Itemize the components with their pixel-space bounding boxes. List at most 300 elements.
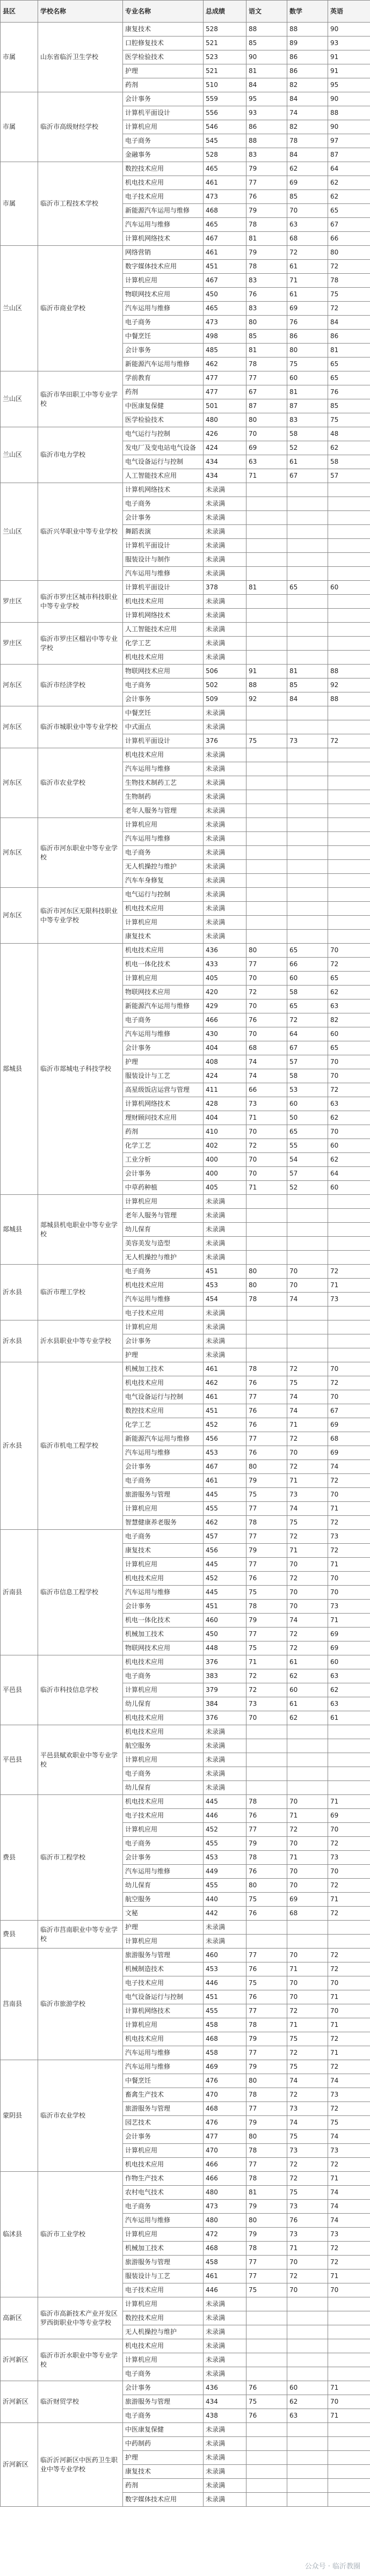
- english-cell: 73: [328, 1600, 370, 1614]
- english-cell: [328, 832, 370, 846]
- major-cell: 人工智能技术应用: [123, 623, 204, 637]
- english-cell: 64: [328, 162, 370, 176]
- english-cell: 69: [328, 1641, 370, 1655]
- major-cell: 中医康复保健: [123, 2423, 204, 2437]
- chinese-cell: 80: [246, 2074, 287, 2088]
- chinese-cell: 79: [246, 1474, 287, 1488]
- total-cell: 未录满: [204, 609, 246, 623]
- major-cell: 无人机操控与维护: [123, 860, 204, 874]
- math-cell: [287, 818, 328, 832]
- math-cell: 72: [287, 2172, 328, 2186]
- total-cell: 473: [204, 2200, 246, 2214]
- english-cell: 72: [328, 1907, 370, 1921]
- english-cell: [328, 2451, 370, 2465]
- major-cell: 机电一体化技术: [123, 1614, 204, 1628]
- major-cell: 网络营销: [123, 246, 204, 260]
- total-cell: 455: [204, 1879, 246, 1893]
- major-cell: 幼儿保育: [123, 1879, 204, 1893]
- english-cell: [328, 2297, 370, 2311]
- english-cell: 72: [328, 260, 370, 274]
- table-row: [1, 371, 370, 385]
- english-cell: 65: [328, 357, 370, 371]
- chinese-cell: 78: [246, 2144, 287, 2158]
- total-cell: 462: [204, 357, 246, 371]
- chinese-cell: [246, 874, 287, 888]
- english-cell: [328, 818, 370, 832]
- major-cell: 服装设计与工艺: [123, 1069, 204, 1083]
- chinese-cell: 81: [246, 344, 287, 357]
- total-cell: 510: [204, 78, 246, 92]
- math-cell: [287, 1251, 328, 1265]
- math-cell: 70: [287, 1990, 328, 2004]
- english-cell: 86: [328, 330, 370, 344]
- major-cell: 无人机操控与维护: [123, 2325, 204, 2339]
- english-cell: 62: [328, 176, 370, 190]
- school-cell: 山东省临沂卫生学校: [38, 23, 123, 92]
- chinese-cell: 77: [246, 2256, 287, 2269]
- english-cell: [328, 2479, 370, 2493]
- chinese-cell: 78: [246, 1600, 287, 1614]
- region-cell: 河东区: [1, 818, 38, 888]
- major-cell: 机电技术应用: [123, 1711, 204, 1725]
- total-cell: 445: [204, 1586, 246, 1600]
- total-cell: 456: [204, 1544, 246, 1558]
- major-cell: 口腔修复技术: [123, 37, 204, 50]
- major-cell: 计算机网络技术: [123, 1097, 204, 1111]
- english-cell: 85: [328, 399, 370, 413]
- major-cell: 医学检验技术: [123, 50, 204, 64]
- total-cell: 461: [204, 1362, 246, 1376]
- chinese-cell: [246, 483, 287, 497]
- math-cell: [287, 1767, 328, 1781]
- math-cell: 70: [287, 1600, 328, 1614]
- total-cell: 451: [204, 1600, 246, 1614]
- english-cell: 70: [328, 1586, 370, 1600]
- total-cell: 468: [204, 2242, 246, 2256]
- english-cell: 60: [328, 581, 370, 595]
- major-cell: 会计事务: [123, 692, 204, 706]
- english-cell: 69: [328, 1446, 370, 1460]
- major-cell: 机电技术应用: [123, 1376, 204, 1390]
- chinese-cell: [246, 1739, 287, 1753]
- english-cell: 73: [328, 1293, 370, 1307]
- math-cell: 61: [287, 260, 328, 274]
- math-cell: 72: [287, 1628, 328, 1641]
- chinese-cell: 79: [246, 2060, 287, 2074]
- region-cell: 河东区: [1, 748, 38, 818]
- total-cell: 446: [204, 1976, 246, 1990]
- total-cell: 未录满: [204, 1237, 246, 1251]
- english-cell: 74: [328, 2186, 370, 2200]
- chinese-cell: 78: [246, 2242, 287, 2256]
- school-cell: 临沂市科技信息学校: [38, 1655, 123, 1725]
- region-cell: 沂河新区: [1, 2339, 38, 2381]
- total-cell: 384: [204, 1697, 246, 1711]
- major-cell: 机械加工技术: [123, 2242, 204, 2256]
- total-cell: 376: [204, 734, 246, 748]
- math-cell: 62: [287, 162, 328, 176]
- major-cell: 汽车运用与维修: [123, 2214, 204, 2228]
- english-cell: [328, 2325, 370, 2339]
- major-cell: 电子商务: [123, 316, 204, 330]
- chinese-cell: 72: [246, 986, 287, 999]
- english-cell: 71: [328, 1558, 370, 1572]
- english-cell: 72: [328, 1474, 370, 1488]
- total-cell: 477: [204, 2130, 246, 2144]
- math-cell: 83: [287, 413, 328, 427]
- region-cell: 罗庄区: [1, 623, 38, 665]
- chinese-cell: 71: [246, 1655, 287, 1669]
- school-cell: 郯城县机电职业中等专业学校: [38, 1195, 123, 1265]
- table-row: [1, 888, 370, 902]
- major-cell: 汽车运用与维修: [123, 218, 204, 232]
- major-cell: 学前教育: [123, 371, 204, 385]
- chinese-cell: 81: [246, 64, 287, 78]
- math-cell: [287, 2423, 328, 2437]
- english-cell: 91: [328, 64, 370, 78]
- school-cell: 临沂市城职业中等专业学校: [38, 706, 123, 748]
- total-cell: 未录满: [204, 2423, 246, 2437]
- major-cell: 电子技术应用: [123, 190, 204, 204]
- math-cell: [287, 511, 328, 525]
- math-cell: 62: [287, 2395, 328, 2409]
- english-cell: 69: [328, 1418, 370, 1432]
- english-cell: 75: [328, 2116, 370, 2130]
- chinese-cell: 72: [246, 1139, 287, 1153]
- english-cell: 72: [328, 2102, 370, 2116]
- table-row: [1, 2423, 370, 2437]
- major-cell: 服装设计与制作: [123, 553, 204, 567]
- major-cell: 机电技术应用: [123, 595, 204, 609]
- school-cell: 临沂市河东职业中等专业学校: [38, 818, 123, 888]
- table-row: [1, 92, 370, 106]
- table-row: [1, 2297, 370, 2311]
- english-cell: [328, 874, 370, 888]
- english-cell: [328, 2437, 370, 2451]
- chinese-cell: 77: [246, 1530, 287, 1544]
- major-cell: 电子商务: [123, 1669, 204, 1683]
- total-cell: 434: [204, 469, 246, 483]
- total-cell: 523: [204, 50, 246, 64]
- region-cell: 郯城县: [1, 944, 38, 1195]
- english-cell: 71: [328, 1279, 370, 1293]
- chinese-cell: 83: [246, 302, 287, 316]
- region-cell: 沂河新区: [1, 2423, 38, 2507]
- chinese-cell: [246, 790, 287, 804]
- english-cell: 97: [328, 134, 370, 148]
- math-cell: 74: [287, 1390, 328, 1404]
- math-cell: [287, 832, 328, 846]
- total-cell: 434: [204, 455, 246, 469]
- english-cell: [328, 1935, 370, 1949]
- chinese-cell: 88: [246, 134, 287, 148]
- chinese-cell: [246, 2311, 287, 2325]
- chinese-cell: [246, 1781, 287, 1795]
- math-cell: [287, 790, 328, 804]
- total-cell: 未录满: [204, 1921, 246, 1935]
- english-cell: 70: [328, 1125, 370, 1139]
- math-cell: 71: [287, 2018, 328, 2032]
- math-cell: [287, 846, 328, 860]
- english-cell: [328, 1781, 370, 1795]
- chinese-cell: [246, 1725, 287, 1739]
- major-cell: 机电技术应用: [123, 1725, 204, 1739]
- english-cell: [328, 609, 370, 623]
- major-cell: 会计事务: [123, 2381, 204, 2395]
- english-cell: [328, 720, 370, 734]
- math-cell: [287, 497, 328, 511]
- math-cell: 71: [287, 1962, 328, 1976]
- major-cell: 中式面点: [123, 720, 204, 734]
- school-cell: 临沂财贸学校: [38, 2381, 123, 2423]
- english-cell: [328, 525, 370, 539]
- major-cell: 舞蹈表演: [123, 525, 204, 539]
- english-cell: 72: [328, 1516, 370, 1530]
- chinese-cell: 74: [246, 1055, 287, 1069]
- chinese-cell: 77: [246, 2046, 287, 2060]
- chinese-cell: [246, 2367, 287, 2381]
- major-cell: 电子商务: [123, 2409, 204, 2423]
- math-cell: 72: [287, 1572, 328, 1586]
- english-cell: 65: [328, 204, 370, 218]
- school-cell: 临沂市机电工程学校: [38, 1362, 123, 1530]
- major-cell: 汽车运用与维修: [123, 762, 204, 776]
- english-cell: 66: [328, 232, 370, 246]
- chinese-cell: 84: [246, 78, 287, 92]
- english-cell: 70: [328, 1362, 370, 1376]
- math-cell: [287, 1781, 328, 1795]
- school-cell: 临沂沂河新区中医药卫生职业中等专业学校: [38, 2423, 123, 2507]
- math-cell: 84: [287, 92, 328, 106]
- english-cell: 92: [328, 678, 370, 692]
- math-cell: [287, 2367, 328, 2381]
- english-cell: 64: [328, 1167, 370, 1181]
- english-cell: 65: [328, 1041, 370, 1055]
- math-cell: 75: [287, 2130, 328, 2144]
- major-cell: 计算机平面设计: [123, 734, 204, 748]
- math-cell: [287, 553, 328, 567]
- major-cell: 计算机应用: [123, 916, 204, 930]
- math-cell: 55: [287, 1139, 328, 1153]
- major-cell: 计算机应用: [123, 818, 204, 832]
- english-cell: 71: [328, 1990, 370, 2004]
- total-cell: 未录满: [204, 1251, 246, 1265]
- english-cell: 72: [328, 1544, 370, 1558]
- math-cell: [287, 762, 328, 776]
- chinese-cell: [246, 762, 287, 776]
- english-cell: 70: [328, 1865, 370, 1879]
- math-cell: 73: [287, 2144, 328, 2158]
- total-cell: 未录满: [204, 1209, 246, 1223]
- total-cell: 383: [204, 1669, 246, 1683]
- math-cell: 72: [287, 1641, 328, 1655]
- english-cell: 65: [328, 371, 370, 385]
- region-cell: 郯城县: [1, 1195, 38, 1265]
- total-cell: 521: [204, 37, 246, 50]
- chinese-cell: [246, 1753, 287, 1767]
- chinese-cell: [246, 595, 287, 609]
- total-cell: 466: [204, 2172, 246, 2186]
- region-cell: 费县: [1, 1921, 38, 1949]
- math-cell: [287, 2353, 328, 2367]
- english-cell: 71: [328, 1893, 370, 1907]
- total-cell: 未录满: [204, 483, 246, 497]
- english-cell: [328, 706, 370, 720]
- total-cell: 未录满: [204, 818, 246, 832]
- major-cell: 化学工艺: [123, 1418, 204, 1432]
- total-cell: 未录满: [204, 1195, 246, 1209]
- math-cell: [287, 539, 328, 553]
- total-cell: 470: [204, 2088, 246, 2102]
- math-cell: [287, 1237, 328, 1251]
- math-cell: 75: [287, 2186, 328, 2200]
- total-cell: 451: [204, 1404, 246, 1418]
- chinese-cell: 76: [246, 190, 287, 204]
- english-cell: 67: [328, 218, 370, 232]
- english-cell: 70: [328, 1390, 370, 1404]
- table-row: [1, 2339, 370, 2353]
- major-cell: 航空服务: [123, 1739, 204, 1753]
- major-cell: 康复技术: [123, 930, 204, 944]
- math-cell: [287, 2325, 328, 2339]
- english-cell: 74: [328, 2130, 370, 2144]
- total-cell: 未录满: [204, 1767, 246, 1781]
- chinese-cell: 76: [246, 2409, 287, 2423]
- total-cell: 454: [204, 1293, 246, 1307]
- table-row: [1, 427, 370, 441]
- math-cell: 75: [287, 2032, 328, 2046]
- chinese-cell: 78: [246, 2018, 287, 2032]
- chinese-cell: 80: [246, 1265, 287, 1279]
- math-cell: 84: [287, 148, 328, 162]
- major-cell: 机电技术应用: [123, 1572, 204, 1586]
- math-cell: 65: [287, 944, 328, 958]
- major-cell: 农村电气技术: [123, 2186, 204, 2200]
- chinese-cell: [246, 497, 287, 511]
- math-cell: 81: [287, 385, 328, 399]
- total-cell: 未录满: [204, 567, 246, 581]
- chinese-cell: 80: [246, 413, 287, 427]
- math-cell: [287, 2465, 328, 2479]
- major-cell: 药剂: [123, 78, 204, 92]
- math-cell: [287, 1320, 328, 1334]
- math-cell: 65: [287, 581, 328, 595]
- chinese-cell: [246, 1307, 287, 1320]
- major-cell: 新能源汽车运用与维修: [123, 204, 204, 218]
- math-cell: 61: [287, 288, 328, 302]
- major-cell: 会计事务: [123, 1460, 204, 1474]
- major-cell: 汽车运用与维修: [123, 567, 204, 581]
- chinese-cell: 71: [246, 1181, 287, 1195]
- chinese-cell: 68: [246, 1041, 287, 1055]
- total-cell: 未录满: [204, 790, 246, 804]
- math-cell: 75: [287, 1376, 328, 1390]
- total-cell: 466: [204, 1013, 246, 1027]
- total-cell: 473: [204, 190, 246, 204]
- total-cell: 未录满: [204, 776, 246, 790]
- chinese-cell: [246, 1921, 287, 1935]
- table-body: [1, 23, 370, 2507]
- chinese-cell: [246, 511, 287, 525]
- math-cell: 84: [287, 692, 328, 706]
- english-cell: [328, 553, 370, 567]
- region-cell: 临沭县: [1, 2172, 38, 2297]
- chinese-cell: 77: [246, 1949, 287, 1962]
- chinese-cell: 76: [246, 1376, 287, 1390]
- english-cell: 62: [328, 1111, 370, 1125]
- english-cell: 95: [328, 78, 370, 92]
- english-cell: [328, 916, 370, 930]
- major-cell: 数控技术应用: [123, 2311, 204, 2325]
- math-cell: 70: [287, 1865, 328, 1879]
- total-cell: 445: [204, 1558, 246, 1572]
- total-cell: 404: [204, 1111, 246, 1125]
- total-cell: 466: [204, 2158, 246, 2172]
- english-cell: 71: [328, 2018, 370, 2032]
- math-cell: 70: [287, 204, 328, 218]
- major-cell: 汽车运用与维修: [123, 1027, 204, 1041]
- total-cell: 428: [204, 1097, 246, 1111]
- english-cell: 69: [328, 1809, 370, 1823]
- total-cell: 404: [204, 1041, 246, 1055]
- total-cell: 502: [204, 678, 246, 692]
- major-cell: 旅游服务与管理: [123, 1949, 204, 1962]
- major-cell: 机电技术应用: [123, 2158, 204, 2172]
- chinese-cell: 77: [246, 1432, 287, 1446]
- chinese-cell: 78: [246, 260, 287, 274]
- total-cell: 467: [204, 1460, 246, 1474]
- chinese-cell: 87: [246, 399, 287, 413]
- english-cell: [328, 1739, 370, 1753]
- major-cell: 康复技术: [123, 2465, 204, 2479]
- major-cell: 计算机网络技术: [123, 2004, 204, 2018]
- total-cell: 470: [204, 2144, 246, 2158]
- chinese-cell: [246, 1195, 287, 1209]
- math-cell: [287, 902, 328, 916]
- table-row: [1, 1921, 370, 1935]
- school-cell: 临沂市高级财经学校: [38, 92, 123, 162]
- math-cell: [287, 1209, 328, 1223]
- chinese-cell: 79: [246, 2200, 287, 2214]
- total-cell: 未录满: [204, 1307, 246, 1320]
- region-cell: 蒙阴县: [1, 2060, 38, 2172]
- table-row: [1, 1795, 370, 1809]
- table-row: [1, 162, 370, 176]
- table-row: [1, 2060, 370, 2074]
- chinese-cell: 77: [246, 1390, 287, 1404]
- region-cell: 罗庄区: [1, 581, 38, 623]
- chinese-cell: 70: [246, 427, 287, 441]
- total-cell: 424: [204, 441, 246, 455]
- major-cell: 康复技术: [123, 23, 204, 37]
- major-cell: 中医康复保健: [123, 399, 204, 413]
- chinese-cell: [246, 902, 287, 916]
- table-row: [1, 1949, 370, 1962]
- math-cell: 72: [287, 1362, 328, 1376]
- total-cell: 未录满: [204, 846, 246, 860]
- math-cell: [287, 720, 328, 734]
- total-cell: 461: [204, 246, 246, 260]
- math-cell: 86: [287, 64, 328, 78]
- chinese-cell: 88: [246, 678, 287, 692]
- math-cell: 75: [287, 2060, 328, 2074]
- total-cell: 未录满: [204, 1348, 246, 1362]
- english-cell: 48: [328, 427, 370, 441]
- math-cell: 88: [287, 23, 328, 37]
- math-cell: [287, 595, 328, 609]
- major-cell: 护理: [123, 64, 204, 78]
- major-cell: 计算机应用: [123, 120, 204, 134]
